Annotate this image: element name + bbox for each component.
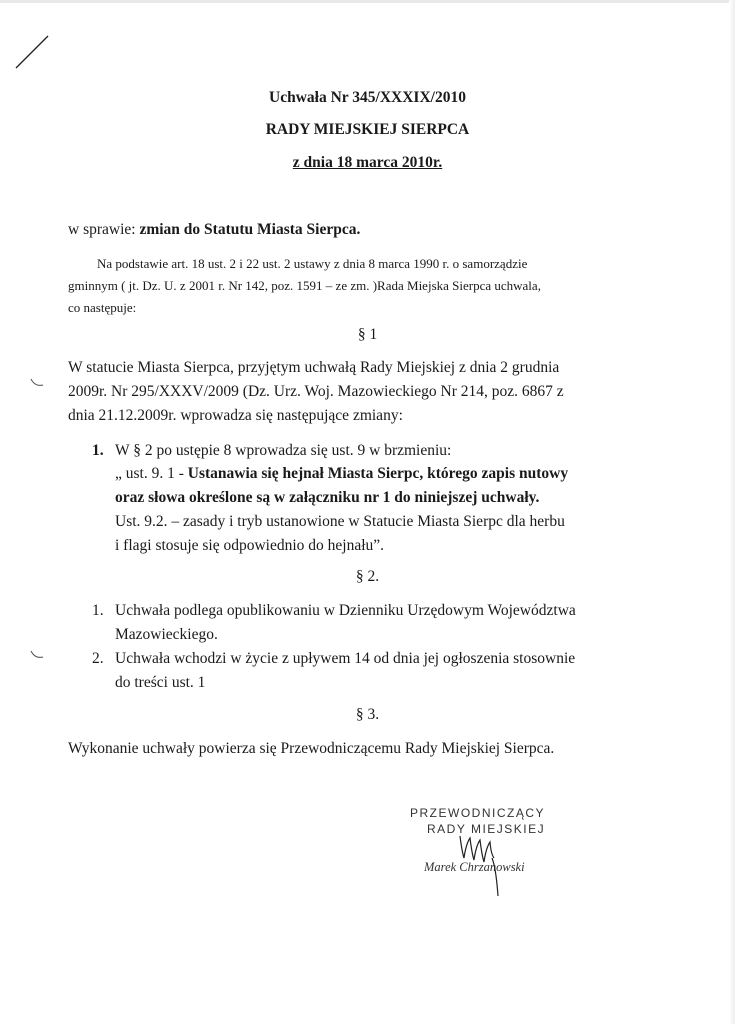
subject-line <box>68 221 360 239</box>
quote-prefix: „ ust. 9. 1 - <box>115 465 188 482</box>
section-2-item-2-number: 2. <box>92 650 104 667</box>
section-1-quote-line-2: oraz słowa określone są w załączniku nr 1 do niniejszej uchwały. <box>115 489 540 506</box>
section-1-intro-line-2: 2009r. Nr 295/XXXV/2009 (Dz. Urz. Woj. Mazowieckiego Nr 214, poz. 6867 z <box>68 383 564 400</box>
legal-basis-line-1: Na podstawie art. 18 ust. 2 i 22 ust. 2 ustawy z dnia 8 marca 1990 r. o samorządzie <box>97 256 528 271</box>
section-1-heading: § 1 <box>357 326 378 343</box>
subject-text: zmian do Statutu Miasta Sierpca. <box>139 221 361 238</box>
resolution-date: z dnia 18 marca 2010r. <box>292 154 443 171</box>
punch-hole-mark-2 <box>30 650 44 660</box>
scan-edge-top <box>0 0 735 3</box>
section-1-quote-line-1 <box>115 465 568 483</box>
stamp-title-line-2: RADY MIEJSKIEJ <box>427 822 546 836</box>
stamp-name: Marek Chrzanowski <box>424 860 525 874</box>
handwritten-signature <box>452 808 512 898</box>
subject-label: w sprawie: <box>68 221 136 238</box>
section-3-heading: § 3. <box>355 706 380 723</box>
quote-bold-1: Ustanawia się hejnał Miasta Sierpc, którego zapis nutowy <box>187 465 569 482</box>
section-1-intro-line-3: dnia 21.12.2009r. wprowadza się następujące zmiany: <box>68 407 403 424</box>
section-1-item-line-4: Ust. 9.2. – zasady i tryb ustanowione w Statucie Miasta Sierpc dla herbu <box>115 513 565 530</box>
punch-hole-mark-1 <box>30 378 44 388</box>
legal-basis-line-3: co następuje: <box>68 300 137 315</box>
section-1-item-line-5: i flagi stosuje się odpowiednio do hejnału”. <box>115 537 385 554</box>
section-2-item-1-line-2: Mazowieckiego. <box>115 626 218 643</box>
section-3-text: Wykonanie uchwały powierza się Przewodniczącemu Rady Miejskiej Sierpca. <box>68 740 555 757</box>
section-2-item-1-line-1: Uchwała podlega opublikowaniu w Dzienniku Urzędowym Województwa <box>115 602 576 619</box>
legal-basis-line-2: gminnym ( jt. Dz. U. z 2001 r. Nr 142, poz. 1591 – ze zm. )Rada Miejska Sierpca uchwala, <box>68 278 541 293</box>
stamp-title-line-1: PRZEWODNICZĄCY <box>410 806 545 820</box>
section-2-item-2-line-2: do treści ust. 1 <box>115 674 206 691</box>
council-name: RADY MIEJSKIEJ SIERPCA <box>265 121 470 138</box>
section-1-item-line-1: W § 2 po ustępie 8 wprowadza się ust. 9 w brzmieniu: <box>115 442 452 459</box>
resolution-number: Uchwała Nr 345/XXXIX/2010 <box>269 89 466 106</box>
section-1-item-number: 1. <box>92 442 104 459</box>
section-2-heading: § 2. <box>355 568 380 585</box>
pen-stroke-mark <box>12 32 52 72</box>
section-2-item-2-line-1: Uchwała wchodzi w życie z upływem 14 od dnia jej ogłoszenia stosownie <box>115 650 576 667</box>
section-1-intro-line-1: W statucie Miasta Sierpca, przyjętym uchwałą Rady Miejskiej z dnia 2 grudnia <box>68 359 560 376</box>
section-2-item-1-number: 1. <box>92 602 104 619</box>
